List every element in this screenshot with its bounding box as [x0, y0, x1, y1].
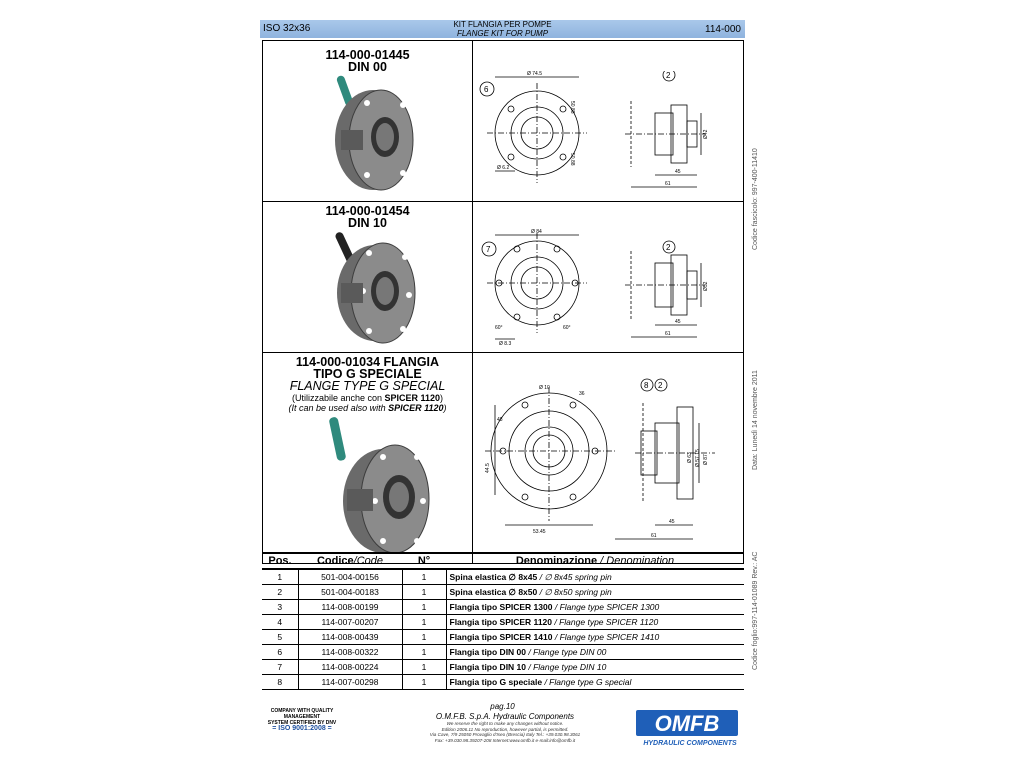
drawing-din00: [475, 71, 743, 199]
row-qty: 1: [402, 600, 446, 615]
product-2-code: 114-000-01454: [325, 204, 410, 218]
header-qty: N°: [402, 553, 446, 569]
svg-text:Ø 10: Ø 10: [539, 385, 550, 391]
svg-text:45: 45: [675, 169, 681, 175]
svg-text:OMFB: OMFB: [654, 711, 720, 736]
svg-text:Ø 84: Ø 84: [531, 229, 542, 235]
row-denomination: Flangia tipo SPICER 1300 / Flange type SPICER 1300: [446, 600, 744, 615]
svg-text:Ø 6.2: Ø 6.2: [497, 165, 510, 171]
svg-text:50.88: 50.88: [569, 153, 575, 166]
product-1-code: 114-000-01445: [325, 48, 410, 62]
header-bar: [260, 20, 745, 38]
omfb-logo: [632, 708, 742, 748]
product-3-type: TIPO G SPECIALE: [313, 367, 422, 381]
svg-text:2: 2: [658, 381, 663, 390]
drawing-g-special: [475, 375, 743, 555]
row-pos: 1: [262, 569, 298, 585]
row-code: 114-007-00207: [298, 615, 402, 630]
svg-text:48: 48: [497, 417, 503, 423]
header-code: 114-000: [705, 24, 741, 35]
row-pos: 2: [262, 585, 298, 600]
svg-text:2: 2: [666, 243, 671, 252]
row-qty: 1: [402, 675, 446, 690]
product-3-type-en: FLANGE TYPE G SPECIAL: [289, 379, 446, 393]
row-code: 501-004-00156: [298, 569, 402, 585]
row-qty: 1: [402, 660, 446, 675]
svg-text:Ø42: Ø42: [703, 129, 709, 139]
svg-text:HYDRAULIC COMPONENTS: HYDRAULIC COMPONENTS: [643, 740, 737, 747]
flange-g-special-image: [323, 417, 463, 559]
flange-din10-image: [323, 231, 443, 349]
parts-table: [262, 552, 744, 690]
row-denomination: Flangia tipo SPICER 1410 / Flange type SPICER 1410: [446, 630, 744, 645]
row-pos: 6: [262, 645, 298, 660]
svg-text:Ø 57.15: Ø 57.15: [695, 449, 701, 467]
row-qty: 1: [402, 615, 446, 630]
svg-text:Ø 8.3: Ø 8.3: [499, 341, 512, 347]
company-name: O.M.F.B. S.p.A. Hydraulic Components: [435, 712, 575, 721]
svg-text:44.5: 44.5: [485, 463, 491, 473]
svg-text:61: 61: [651, 533, 657, 539]
table-row: [262, 569, 744, 585]
table-row: [262, 645, 744, 660]
row-code: 114-008-00322: [298, 645, 402, 660]
table-row: [262, 630, 744, 645]
row-pos: 3: [262, 600, 298, 615]
svg-text:61: 61: [665, 181, 671, 187]
side-text-fascicolo: Codice fascicolo: 997-400-11410: [752, 148, 759, 250]
table-row: [262, 675, 744, 690]
table-header: [262, 553, 744, 569]
table-row: [262, 660, 744, 675]
header-title: [260, 20, 745, 38]
iso-label: ISO 32x36: [263, 23, 311, 34]
row-code: 114-008-00439: [298, 630, 402, 645]
row-qty: 1: [402, 645, 446, 660]
row-code: 501-004-00183: [298, 585, 402, 600]
svg-text:Ø52: Ø52: [703, 281, 709, 291]
side-text-date: Data: Lunedì 14 novembre 2011: [752, 370, 759, 470]
svg-text:Ø 63: Ø 63: [687, 452, 693, 463]
row-pos: 5: [262, 630, 298, 645]
header-code: Codice/Code: [298, 553, 402, 569]
row-qty: 1: [402, 630, 446, 645]
row-denomination: Spina elastica ∅ 8x50 / ∅ 8x50 spring pin: [446, 585, 744, 600]
row-denomination: Flangia tipo DIN 00 / Flange type DIN 00: [446, 645, 744, 660]
svg-text:7: 7: [486, 245, 491, 254]
company-info: O.M.F.B. S.p.A. Hydraulic Components We reserve the right to make any changes without notice. Edition 2006.11 No reproduction, however partial, is permitted. Via Cave, 7/9 25050 Provaglio d'Iseo (Brescia) Italy Tel.: +39.030.98.3061 Fax: +39.030.98.39207-208 Internet:www.omfb.it e-mail:info@omfb.it: [390, 712, 620, 743]
product-3-code: 114-000-01034 FLANGIA: [295, 355, 440, 369]
product-3-note-it: (Utilizzabile anche con SPICER 1120): [291, 393, 444, 403]
svg-text:60°: 60°: [495, 325, 503, 331]
svg-text:2: 2: [666, 71, 671, 80]
drawing-grid: [262, 40, 744, 564]
flange-din00-image: [323, 75, 443, 197]
quality-certification: COMPANY WITH QUALITY MANAGEMENT SYSTEM CERTIFIED BY DNV = ISO 9001:2008 =: [267, 708, 337, 732]
svg-text:Ø 87: Ø 87: [703, 454, 709, 465]
row-pos: 7: [262, 660, 298, 675]
catalog-page: [260, 20, 745, 752]
table-row: [262, 600, 744, 615]
svg-text:45: 45: [675, 319, 681, 325]
drawing-din10: [475, 221, 743, 349]
title-it: KIT FLANGIA PER POMPE: [453, 20, 552, 29]
row-code: 114-008-00199: [298, 600, 402, 615]
svg-text:8: 8: [644, 381, 649, 390]
svg-text:53.45: 53.45: [533, 529, 546, 535]
svg-text:50.88: 50.88: [569, 101, 575, 114]
svg-text:45: 45: [669, 519, 675, 525]
title-en: FLANGE KIT FOR PUMP: [456, 29, 549, 38]
product-3-note-en: (It can be used also with SPICER 1120): [288, 403, 447, 413]
row-code: 114-007-00298: [298, 675, 402, 690]
row-code: 114-008-00224: [298, 660, 402, 675]
svg-text:60°: 60°: [563, 325, 571, 331]
page-number: pag.10: [490, 702, 515, 711]
row-denomination: Flangia tipo G speciale / Flange type G special: [446, 675, 744, 690]
table-row: [262, 585, 744, 600]
product-2-type: DIN 10: [348, 216, 387, 230]
svg-text:61: 61: [665, 331, 671, 337]
row-pos: 8: [262, 675, 298, 690]
product-1-type: DIN 00: [348, 60, 387, 74]
table-row: [262, 615, 744, 630]
header-denomination: Denominazione / Denomination: [446, 553, 744, 569]
row-qty: 1: [402, 585, 446, 600]
row-pos: 4: [262, 615, 298, 630]
row-denomination: Flangia tipo SPICER 1120 / Flange type SPICER 1120: [446, 615, 744, 630]
row-denomination: Spina elastica ∅ 8x45 / ∅ 8x45 spring pin: [446, 569, 744, 585]
svg-text:36: 36: [579, 391, 585, 397]
side-text-sheet: Codice foglio:997-114-01089 Rev.: AC: [752, 551, 759, 670]
svg-text:6: 6: [484, 85, 489, 94]
header-pos: Pos.: [262, 553, 298, 569]
row-denomination: Flangia tipo DIN 10 / Flange type DIN 10: [446, 660, 744, 675]
svg-text:Ø 74.5: Ø 74.5: [527, 71, 543, 77]
row-qty: 1: [402, 569, 446, 585]
